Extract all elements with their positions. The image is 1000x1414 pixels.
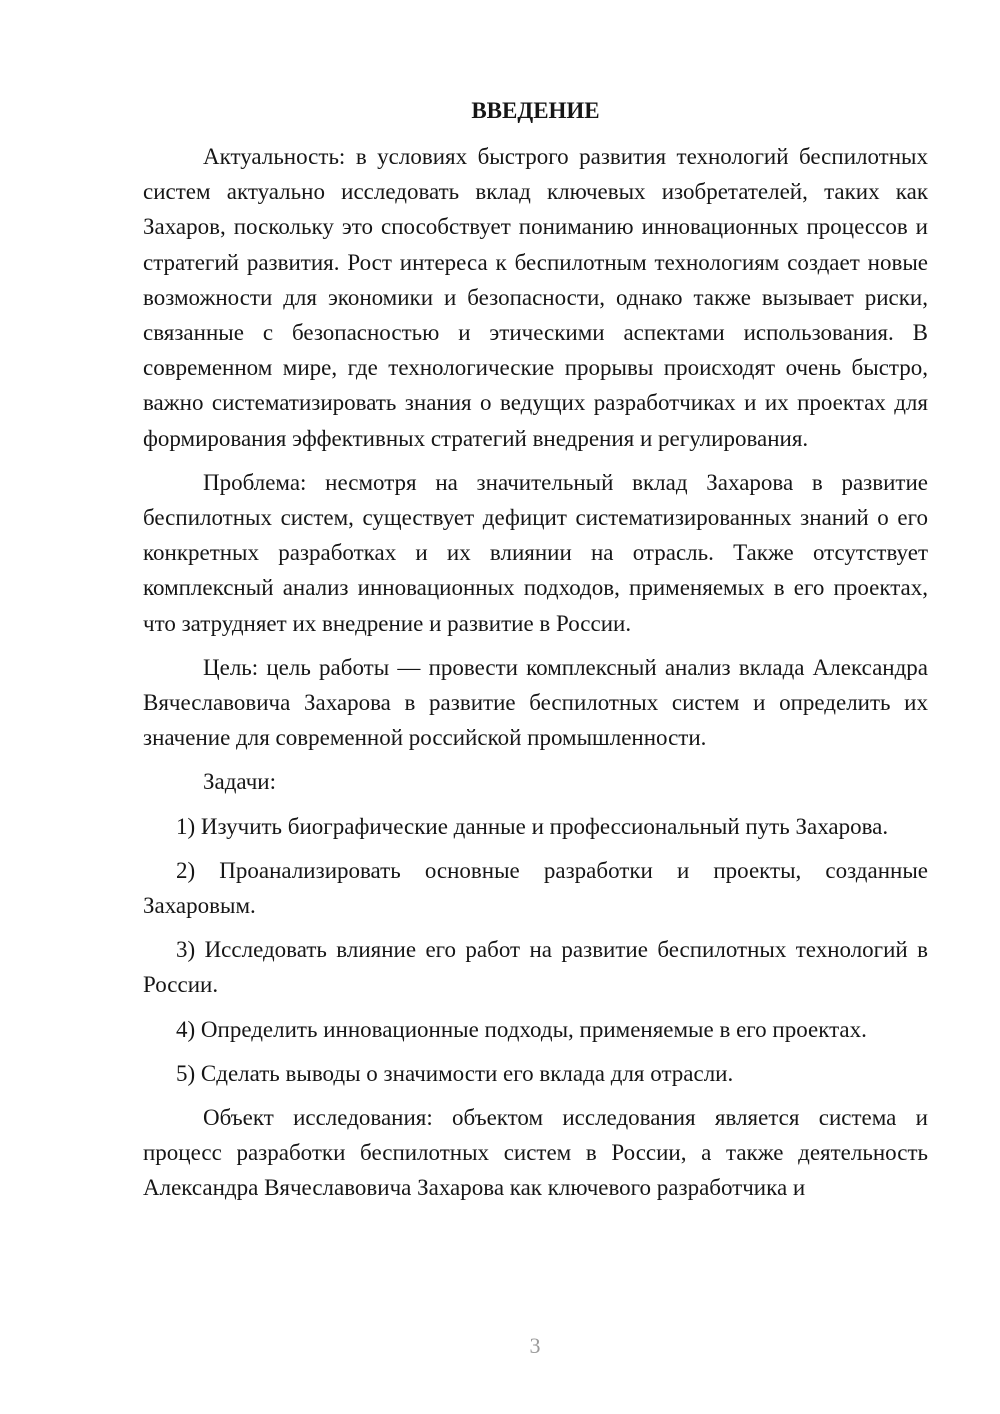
goal-paragraph: Цель: цель работы — провести комплексный анализ вклада Александра Вячеславовича Захарова в развитие беспилотных систем и определить их значение для современной российской промышленности.	[143, 654, 928, 751]
task-item: 1) Изучить биографические данные и профессиональный путь Захарова.	[176, 813, 889, 839]
page-number: 3	[529, 1333, 541, 1358]
problem-paragraph: Проблема: несмотря на значительный вклад Захарова в развитие беспилотных систем, существует дефицит систематизированных знаний о его конкретных разработках и их влиянии на отрасль. Также отсутствует комплексный анализ инновационных подходов, применяемых в его проектах, что затрудняет их внедрение и развитие в России.	[143, 469, 928, 636]
task-item: 5) Сделать выводы о значимости его вклада для отрасли.	[176, 1060, 734, 1086]
task-item: 4) Определить инновационные подходы, применяемые в его проектах.	[176, 1016, 867, 1042]
relevance-paragraph: Актуальность: в условиях быстрого развития технологий беспилотных систем актуально исследовать вклад ключевых изобретателей, таких как Захаров, поскольку это способствует пониманию инновационных процессов и стратегий развития. Рост интереса к беспилотным технологиям создает новые возможности для экономики и безопасности, однако также вызывает риски, связанные с безопасностью и этическими аспектами использования. В современном мире, где технологические прорывы происходят очень быстро, важно систематизировать знания о ведущих разработчиках и их проектах для формирования эффективных стратегий внедрения и регулирования.	[143, 144, 928, 451]
section-title: ВВЕДЕНИЕ	[471, 98, 600, 123]
task-item: 3) Исследовать влияние его работ на развитие беспилотных технологий в России.	[143, 937, 928, 998]
task-item: 2) Проанализировать основные разработки и проекты, созданные Захаровым.	[143, 857, 928, 919]
document-page	[143, 95, 928, 1215]
tasks-heading: Задачи:	[203, 769, 276, 795]
object-paragraph: Объект исследования: объектом исследования является система и процесс разработки беспилотных систем в России, а также деятельность Александра Вячеславовича Захарова как ключевого разработчика и	[143, 1105, 928, 1201]
